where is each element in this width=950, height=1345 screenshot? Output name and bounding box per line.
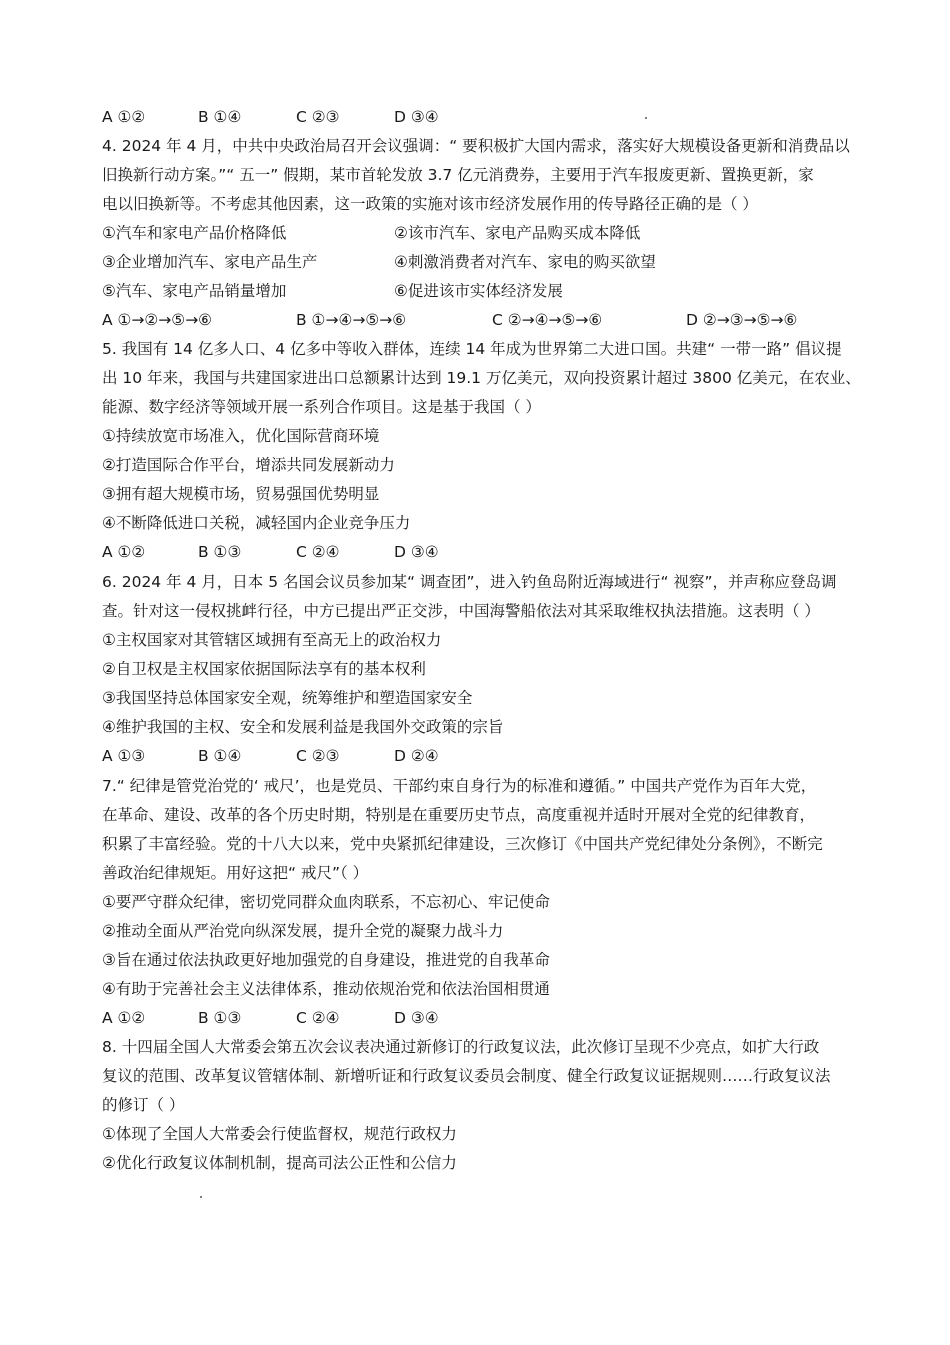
q4-item-1: ①汽车和家电产品价格降低 xyxy=(102,224,287,242)
q5-option-b[interactable]: B ①③ xyxy=(198,543,242,561)
q5-item-1: ①持续放宽市场准入，优化国际营商环境 xyxy=(102,427,380,445)
q5-item-2: ②打造国际合作平台，增添共同发展新动力 xyxy=(102,456,395,474)
q4-option-d[interactable]: D ②→③→⑤→⑥ xyxy=(686,311,798,329)
q4-item-4: ④刺激消费者对汽车、家电的购买欲望 xyxy=(394,253,656,271)
q7-item-3: ③旨在通过依法执政更好地加强党的自身建设，推进党的自我革命 xyxy=(102,951,550,969)
q5-option-a[interactable]: A ①② xyxy=(102,543,146,561)
q7-stem-line-2: 在革命、建设、改革的各个历史时期，特别是在重要历史节点，高度重视并适时开展对全党的纪律教育， xyxy=(102,806,816,824)
q4-stem-line-2: 旧换新行动方案。”“ 五一” 假期，某市首轮发放 3.7 亿元消费券，主要用于汽车报废更新、置换更新，家 xyxy=(102,166,814,184)
q5-stem-line-3: 能源、数字经济等领域开展一系列合作项目。这是基于我国（ ） xyxy=(102,398,541,416)
q4-item-2: ②该市汽车、家电产品购买成本降低 xyxy=(394,224,641,242)
q4-item-6: ⑥促进该市实体经济发展 xyxy=(394,282,563,300)
q6-item-3: ③我国坚持总体国家安全观，统筹维护和塑造国家安全 xyxy=(102,689,473,707)
q3-option-d[interactable]: D ③④ xyxy=(394,108,439,126)
q7-item-4: ④有助于完善社会主义法律体系，推动依规治党和依法治国相贯通 xyxy=(102,980,550,998)
q7-stem-line-3: 积累了丰富经验。党的十八大以来，党中央紧抓纪律建设，三次修订《中国共产党纪律处分条例》，不断完 xyxy=(102,835,823,853)
q8-item-1: ①体现了全国人大常委会行使监督权，规范行政权力 xyxy=(102,1125,457,1143)
q5-item-3: ③拥有超大规模市场，贸易强国优势明显 xyxy=(102,485,380,503)
q6-item-2: ②自卫权是主权国家依据国际法享有的基本权利 xyxy=(102,660,426,678)
q6-option-d[interactable]: D ②④ xyxy=(394,747,439,765)
q4-option-c[interactable]: C ②→④→⑤→⑥ xyxy=(492,311,603,329)
q4-item-3: ③企业增加汽车、家电产品生产 xyxy=(102,253,318,271)
q3-option-a[interactable]: A ①② xyxy=(102,108,146,126)
q7-option-c[interactable]: C ②④ xyxy=(296,1009,340,1027)
q4-stem-line-1: 4. 2024 年 4 月，中共中央政治局召开会议强调：“ 要积极扩大国内需求，落实好大规模设备更新和消费品以 xyxy=(102,137,850,155)
q7-stem-line-1: 7.“ 纪律是管党治党的‘ 戒尺’，也是党员、干部约束自身行为的标准和遵循。” 中国共产党作为百年大党， xyxy=(102,777,817,795)
q4-item-5: ⑤汽车、家电产品销量增加 xyxy=(102,282,287,300)
q5-option-d[interactable]: D ③④ xyxy=(394,543,439,561)
q5-item-4: ④不断降低进口关税，减轻国内企业竞争压力 xyxy=(102,514,411,532)
q5-stem-line-1: 5. 我国有 14 亿多人口、4 亿多中等收入群体，连续 14 年成为世界第二大进口国。共建“ 一带一路” 倡议提 xyxy=(102,340,842,358)
q6-item-1: ①主权国家对其管辖区域拥有至高无上的政治权力 xyxy=(102,631,442,649)
q5-option-c[interactable]: C ②④ xyxy=(296,543,340,561)
q6-option-a[interactable]: A ①③ xyxy=(102,747,146,765)
q7-stem-line-4: 善政治纪律规矩。用好这把“ 戒尺”（ ） xyxy=(102,864,369,882)
q6-option-b[interactable]: B ①④ xyxy=(198,747,242,765)
q7-item-2: ②推动全面从严治党向纵深发展，提升全党的凝聚力战斗力 xyxy=(102,922,504,940)
q4-option-a[interactable]: A ①→②→⑤→⑥ xyxy=(102,311,213,329)
q8-stem-line-2: 复议的范围、改革复议管辖体制、新增听证和行政复议委员会制度、健全行政复议证据规则……行政复议法 xyxy=(102,1067,831,1085)
q8-stem-line-1: 8. 十四届全国人大常委会第五次会议表决通过新修订的行政复议法，此次修订呈现不少亮点，如扩大行政 xyxy=(102,1038,820,1056)
q7-option-b[interactable]: B ①③ xyxy=(198,1009,242,1027)
q7-item-1: ①要严守群众纪律，密切党同群众血肉联系，不忘初心、牢记使命 xyxy=(102,893,550,911)
q7-option-d[interactable]: D ③④ xyxy=(394,1009,439,1027)
q8-stem-line-3: 的修订（ ） xyxy=(102,1096,185,1114)
q4-option-b[interactable]: B ①→④→⑤→⑥ xyxy=(296,311,407,329)
speck-mark xyxy=(645,117,647,119)
speck-mark xyxy=(200,1196,202,1198)
q6-stem-line-2: 查。针对这一侵权挑衅行径，中方已提出严正交涉，中国海警船依法对其采取维权执法措施。这表明（ ） xyxy=(102,602,820,620)
q3-option-c[interactable]: C ②③ xyxy=(296,108,340,126)
q3-option-b[interactable]: B ①④ xyxy=(198,108,242,126)
q7-option-a[interactable]: A ①② xyxy=(102,1009,146,1027)
q6-item-4: ④维护我国的主权、安全和发展利益是我国外交政策的宗旨 xyxy=(102,718,504,736)
q8-item-2: ②优化行政复议体制机制，提高司法公正性和公信力 xyxy=(102,1154,457,1172)
q6-option-c[interactable]: C ②③ xyxy=(296,747,340,765)
q6-stem-line-1: 6. 2024 年 4 月，日本 5 名国会议员参加某“ 调查团”，进入钓鱼岛附近海域进行“ 视察”，并声称应登岛调 xyxy=(102,573,837,591)
q5-stem-line-2: 出 10 年来，我国与共建国家进出口总额累计达到 19.1 万亿美元，双向投资累计超过 3800 亿美元，在农业、 xyxy=(102,369,861,387)
q4-stem-line-3: 电以旧换新等。不考虑其他因素，这一政策的实施对该市经济发展作用的传导路径正确的是（ ） xyxy=(102,195,758,213)
